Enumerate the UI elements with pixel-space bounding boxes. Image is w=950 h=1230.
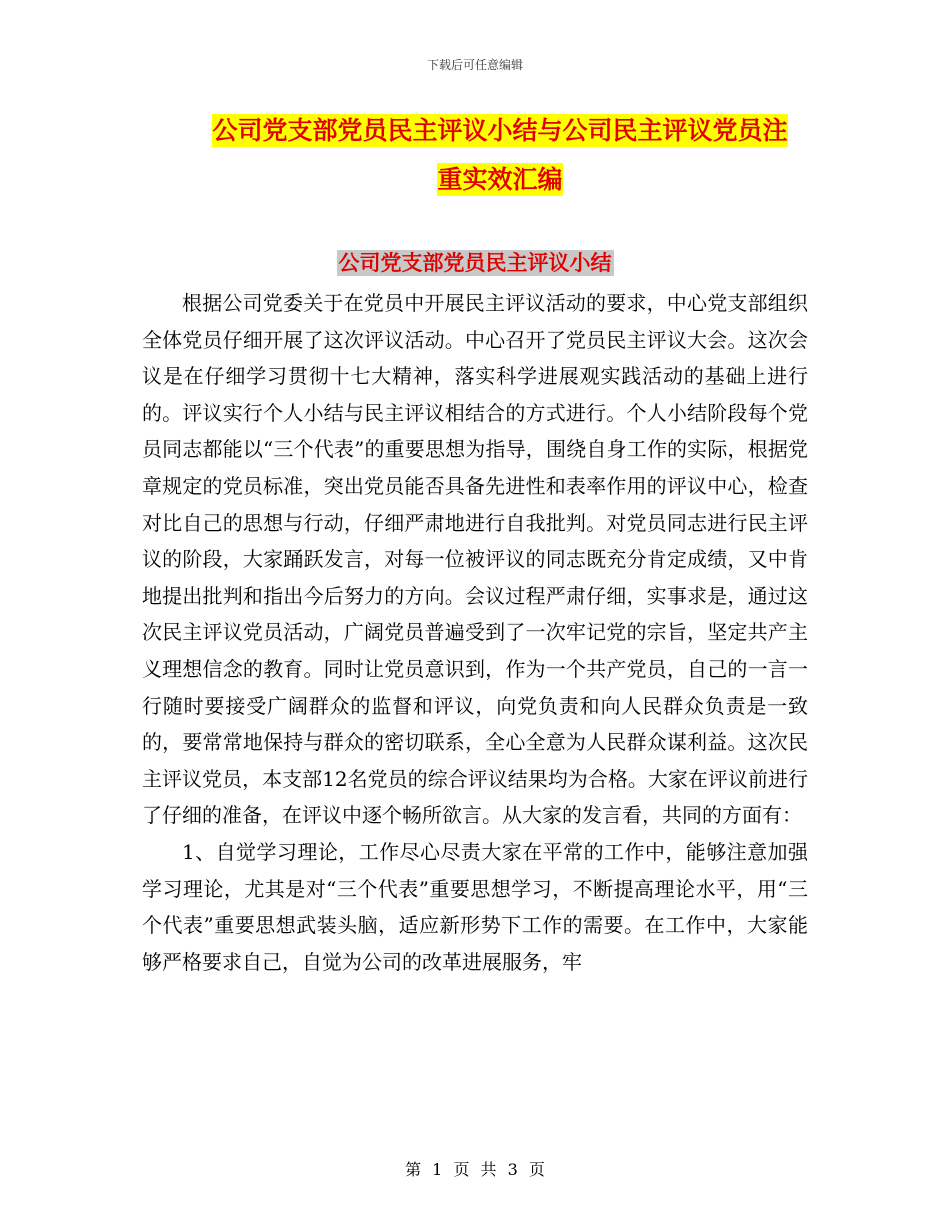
title-line-1: 公司党支部党员民主评议小结与公司民主评议党员注 [212,116,788,145]
paragraph-2: 1、自觉学习理论，工作尽心尽责大家在平常的工作中，能够注意加强学习理论，尤其是对“三个代表”重要思想学习，不断提高理论水平，用“三个代表”重要思想武装头脑，适应新形势下工作的需要。在工作中，大家能够严格要求自己，自觉为公司的改革进展服务，牢 [142,839,808,974]
document-title [140,108,860,206]
section-heading [0,247,950,277]
title-line-2: 重实效汇编 [437,165,563,194]
page-footer: 第 1 页 共 3 页 [405,1160,545,1179]
section-heading-text: 公司党支部党员民主评议小结 [338,251,612,275]
header-note: 下载后可任意编辑 [426,58,523,72]
body-text [142,285,808,980]
paragraph-1: 根据公司党委关于在党员中开展民主评议活动的要求，中心党支部组织全体党员仔细开展了这次评议活动。中心召开了党员民主评议大会。这次会议是在仔细学习贯彻十七大精神，落实科学进展观实践活动的基础上进行的。评议实行个人小结与民主评议相结合的方式进行。个人小结阶段每个党员同志都能以“三个代表”的重要思想为指导，围绕自身工作的实际，根据党章规定的党员标准，突出党员能否具备先进性和表率作用的评议中心，检查对比自己的思想与行动，仔细严肃地进行自我批判。对党员同志进行民主评议的阶段，大家踊跃发言，对每一位被评议的同志既充分肯定成绩，又中肯地提出批判和指出今后努力的方向。会议过程严肃仔细，实事求是，通过这次民主评议党员活动，广阔党员普遍受到了一次牢记党的宗旨，坚定共产主义理想信念的教育。同时让党员意识到，作为一个共产党员，自己的一言一行随时要接受广阔群众的监督和评议，向党负责和向人民群众负责是一致的，要常常地保持与群众的密切联系，全心全意为人民群众谋利益。这次民主评议党员，本支部12名党员的综合评议结果均为合格。大家在评议前进行了仔细的准备，在评议中逐个畅所欲言。从大家的发言看，共同的方面有： [142,291,808,828]
